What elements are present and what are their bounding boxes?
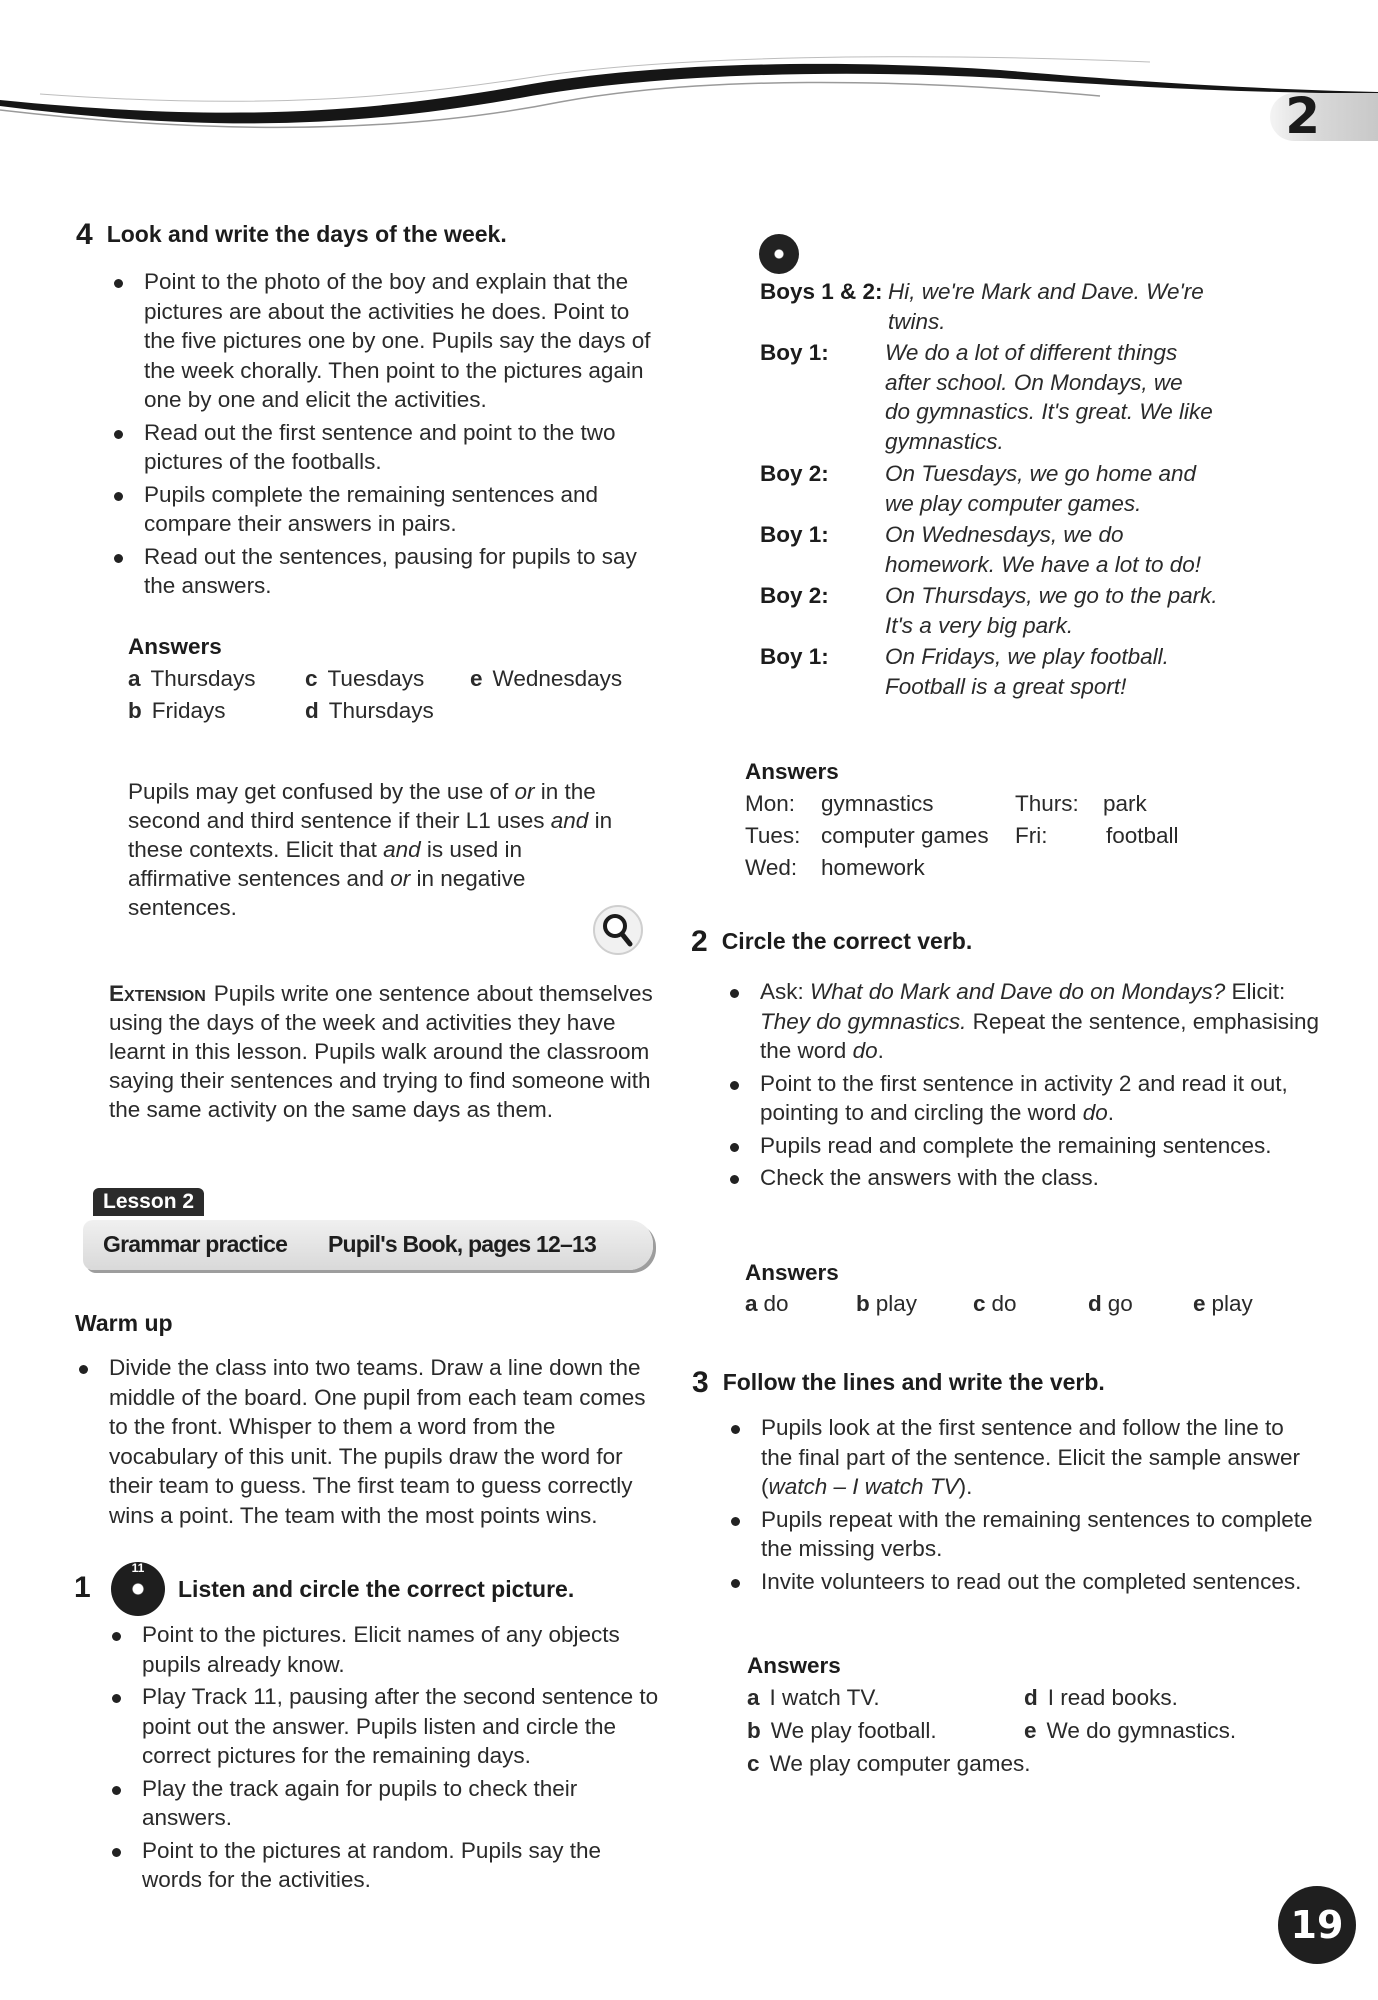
activity-3-bullet: Invite volunteers to read out the completed sentences. (726, 1567, 1321, 1597)
activity-4-answer (305, 666, 424, 692)
activity-3-answer: d I read books. (1024, 1685, 1178, 1710)
script-line: homework. We have a lot to do! (885, 552, 1201, 577)
script-line: twins. (888, 309, 946, 334)
script-line: On Thursdays, we go to the park. (885, 583, 1218, 608)
activity-4-bullet: Read out the first sentence and point to the two pictures of the footballs. (109, 418, 659, 477)
script-line: On Wednesdays, we do (885, 522, 1124, 547)
speaker: Boy 1: (760, 522, 829, 547)
activity-4-heading (76, 218, 507, 252)
activity-4-title: Look and write the days of the week. (106, 221, 507, 247)
warm-up-bullets (74, 1353, 664, 1533)
activity-2-answer: e play (1193, 1291, 1253, 1316)
script-answers-title: Answers (745, 759, 839, 784)
script-line: On Tuesdays, we go home and (885, 461, 1197, 486)
unit-tab (1270, 87, 1378, 145)
script-line: It's a very big park. (885, 613, 1074, 638)
speaker: Boy 1: (760, 340, 829, 365)
activity-2-answers-title: Answers (745, 1260, 839, 1285)
activity-3-answer: c We play computer games. (747, 1751, 1031, 1776)
track-number: 11 (131, 1561, 145, 1575)
activity-2-bullet: Point to the first sentence in activity 2 and read it out, pointing to and circling the word do. (725, 1069, 1325, 1128)
cd-track-icon (111, 1562, 165, 1616)
activity-3-heading (692, 1366, 1105, 1400)
script-line: Hi, we're Mark and Dave. We're (888, 279, 1204, 304)
activity-3-bullet: Pupils repeat with the remaining sentences to complete the missing verbs. (726, 1505, 1321, 1564)
script-line: after school. On Mondays, we (885, 370, 1183, 395)
activity-3-answer: b We play football. (747, 1718, 937, 1743)
language-note: Pupils may get confused by the use of or in the second and third sentence if their L1 uses and in these contexts. Elicit that and is used in affirmative sentences and or in negative sentences. (128, 779, 613, 920)
script-line: We do a lot of different things (885, 340, 1178, 365)
audio-cd-icon (759, 234, 799, 274)
extension-text: Pupils write one sentence about themselves using the days of the week and activities they have learnt in this lesson. Pupils walk around the classroom saying their sentences and trying to find someone with the same activity on the same days as them. (109, 981, 653, 1122)
unit-number: 2 (1285, 87, 1320, 145)
activity-2-answer: a do (745, 1291, 789, 1316)
script-line: gymnastics. (885, 429, 1004, 454)
speaker: Boy 1: (760, 644, 829, 669)
activity-3-bullets (726, 1413, 1321, 1599)
activity-1-bullet: Point to the pictures at random. Pupils say the words for the activities. (107, 1836, 667, 1895)
answer-text: Thursdays (328, 698, 434, 723)
activity-3-number: 3 (692, 1366, 709, 1399)
warm-up-title: Warm up (75, 1310, 173, 1336)
activity-3-answers-title: Answers (747, 1653, 841, 1678)
lesson-title: Grammar practice (103, 1231, 288, 1257)
script-answer-activity: park (1103, 791, 1147, 816)
audio-script (760, 277, 1320, 707)
script-line: do gymnastics. It's great. We like (885, 399, 1213, 424)
activity-2-heading (691, 925, 972, 959)
speaker: Boy 2: (760, 461, 829, 486)
activity-4-bullet: Point to the photo of the boy and explain that the pictures are about the activities he does. Point to the five pictures one by one. Pupils say the days of the week chorally. Then point to the pictures again one by one and elicit the activities. (109, 267, 659, 415)
script-answer-day: Tues: (745, 823, 801, 848)
activity-1-bullets (107, 1620, 667, 1898)
activity-2-number: 2 (691, 925, 708, 958)
activity-4-bullet: Read out the sentences, pausing for pupils to say the answers. (109, 542, 659, 601)
activity-3-answer: e We do gymnastics. (1024, 1718, 1237, 1743)
header-swoosh (0, 40, 1378, 150)
activity-4-answer (470, 666, 622, 692)
activity-3-answer: a I watch TV. (747, 1685, 880, 1710)
activity-1-bullet: Play Track 11, pausing after the second sentence to point out the answer. Pupils listen and circle the correct pictures for the remaining days. (107, 1682, 667, 1771)
answer-text: Fridays (151, 698, 226, 723)
activity-4-answers-title: Answers (128, 634, 222, 659)
activity-2-answer: d go (1088, 1291, 1133, 1316)
activity-4-number: 4 (76, 218, 93, 251)
activity-4-bullets (109, 267, 659, 604)
answer-text: Wednesdays (492, 666, 623, 691)
activity-4-answer (128, 666, 256, 692)
activity-2-bullet: Check the answers with the class. (725, 1163, 1325, 1193)
script-line: we play computer games. (885, 491, 1142, 516)
magnifier-icon (592, 904, 644, 956)
script-answer-activity: football (1106, 823, 1179, 848)
lesson-bar (83, 1220, 653, 1270)
warm-up-bullet: Divide the class into two teams. Draw a line down the middle of the board. One pupil from each team comes to the front. Whisper to them a word from the vocabulary of this unit. The pupils draw the word for their team to guess. The first team to guess correctly wins a point. The team with the most points wins. (74, 1353, 664, 1530)
activity-4-bullet: Pupils complete the remaining sentences and compare their answers in pairs. (109, 480, 659, 539)
answer-letter: b (128, 698, 142, 723)
activity-1-title: Listen and circle the correct picture. (178, 1576, 575, 1602)
answer-letter: e (470, 666, 483, 691)
extension-label: Extension (109, 981, 206, 1006)
page-number: 19 (1278, 1886, 1356, 1964)
answer-letter: d (305, 698, 319, 723)
lesson-pages: Pupil's Book, pages 12–13 (328, 1231, 596, 1257)
script-answer-day: Thurs: (1015, 791, 1079, 816)
activity-1-bullet: Play the track again for pupils to check their answers. (107, 1774, 667, 1833)
activity-2-bullets (725, 977, 1325, 1196)
activity-4-answer (128, 698, 226, 724)
activity-2-bullet: Ask: What do Mark and Dave do on Mondays? Elicit: They do gymnastics. Repeat the sentence, emphasising the word do. (725, 977, 1325, 1066)
activity-4-answer (305, 698, 434, 724)
script-line: Football is a great sport! (885, 674, 1127, 699)
extension-note (109, 979, 664, 1124)
answer-text: Tuesdays (327, 666, 425, 691)
script-answer-activity: gymnastics (821, 791, 934, 816)
speaker: Boy 2: (760, 583, 829, 608)
activity-2-answer: c do (973, 1291, 1017, 1316)
activity-2-bullet: Pupils read and complete the remaining sentences. (725, 1131, 1325, 1161)
script-answer-day: Wed: (745, 855, 798, 880)
activity-3-bullet: Pupils look at the first sentence and follow the line to the final part of the sentence. Elicit the sample answer (watch – I watch TV). (726, 1413, 1321, 1502)
speaker: Boys 1 & 2: (760, 279, 883, 304)
script-answer-activity: homework (821, 855, 925, 880)
activity-3-title: Follow the lines and write the verb. (722, 1369, 1105, 1395)
activity-2-title: Circle the correct verb. (721, 928, 973, 954)
script-answer-day: Mon: (745, 791, 796, 816)
script-answer-activity: computer games (821, 823, 989, 848)
script-answer-day: Fri: (1015, 823, 1048, 848)
activity-1-bullet: Point to the pictures. Elicit names of any objects pupils already know. (107, 1620, 667, 1679)
activity-2-answer: b play (856, 1291, 918, 1316)
answer-letter: c (305, 666, 318, 691)
activity-1-number: 1 (74, 1571, 91, 1604)
answer-text: Thursdays (150, 666, 256, 691)
lesson-badge: Lesson 2 (93, 1188, 204, 1216)
script-line: On Fridays, we play football. (885, 644, 1169, 669)
answer-letter: a (128, 666, 141, 691)
